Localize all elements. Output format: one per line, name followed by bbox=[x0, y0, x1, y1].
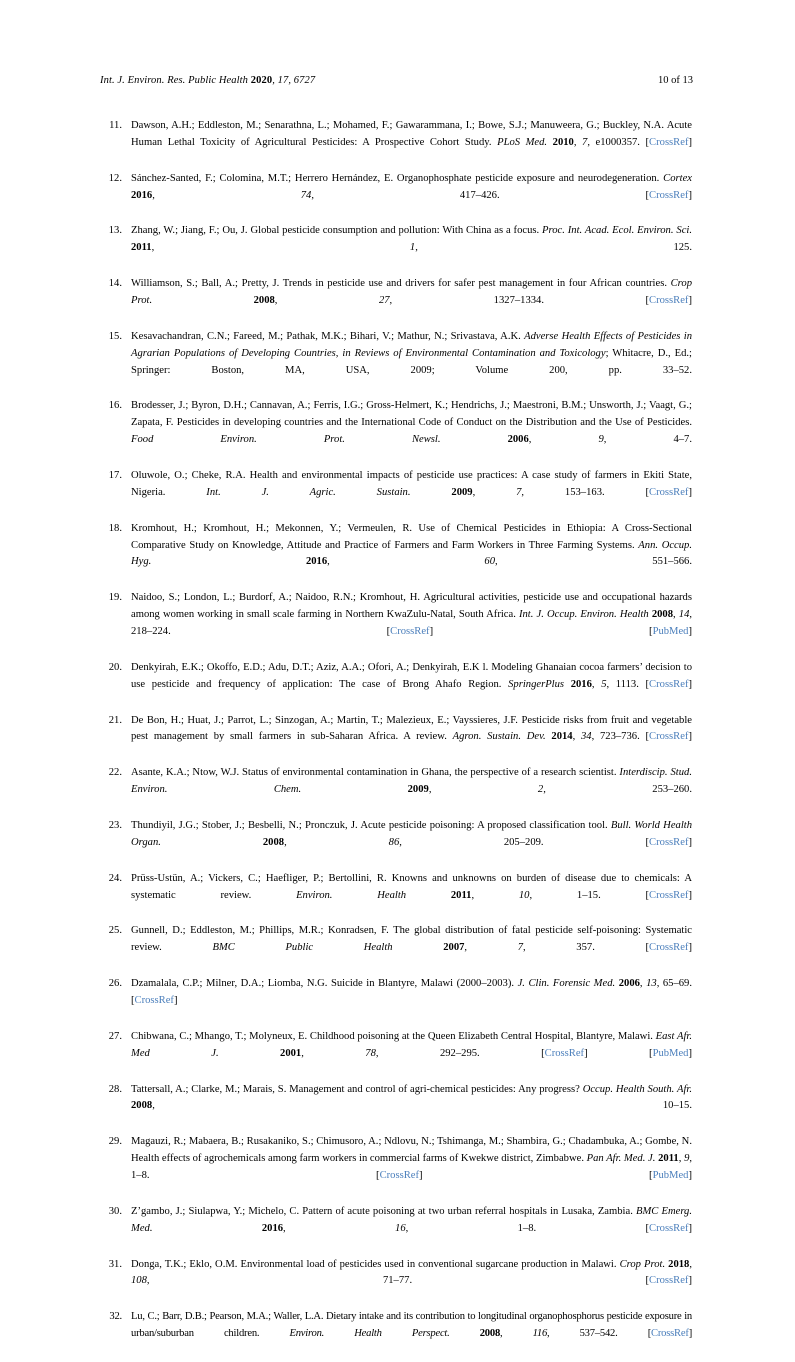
reference-pages: , 125. bbox=[415, 242, 692, 254]
reference-volume: 10 bbox=[518, 889, 530, 901]
bracket-open: [ bbox=[386, 625, 391, 637]
reference-number: 30. bbox=[108, 1205, 122, 1217]
reference-volume: 5 bbox=[601, 678, 607, 690]
crossref-link-label[interactable]: CrossRef bbox=[649, 836, 689, 848]
bracket-open: [ bbox=[649, 625, 653, 637]
reference-number: 28. bbox=[108, 1083, 122, 1095]
reference-volume: 86 bbox=[388, 836, 400, 848]
reference-title: Global pesticide consumption and pollution: With China as a focus. bbox=[250, 225, 543, 237]
reference-text: Thundiyil, J.G.; Stober, J.; Besbelli, N.; Pronczuk, J. Acute pesticide poisoning: A proposed classification tool. Bull. World Health Organ. 2008, 86, 205–209. [CrossRef] bbox=[131, 820, 693, 848]
bracket-close: ] bbox=[173, 995, 178, 1006]
reference-source: Environ. Health Perspect. bbox=[289, 1328, 450, 1340]
reference-text: Gunnell, D.; Eddleston, M.; Phillips, M.R.; Konradsen, F. The global distribution of fatal pesticide self-poisoning: Systematic review. BMC Public Health 2007, 7, 357. [CrossRef] bbox=[131, 925, 692, 954]
reference-entry bbox=[100, 713, 692, 764]
reference-text: Kromhout, H.; Kromhout, H.; Mekonnen, Y.; Vermeulen, R. Use of Chemical Pesticides in Ethiopia: A Cross-Sectional Comparative Study on Knowledge, Attitude and Practice of Farmers and Farm Workers in Three Farming Systems. Ann. Occup. Hyg. 2016, 60, 551–566. bbox=[131, 522, 692, 568]
reference-number: 32. bbox=[109, 1311, 122, 1323]
reference-entry bbox=[100, 276, 692, 327]
reference-source: Int. J. Agric. Sustain. bbox=[206, 486, 411, 498]
reference-source: Environ. Health bbox=[296, 889, 407, 901]
reference-text: Brodesser, J.; Byron, D.H.; Cannavan, A.; Ferris, I.G.; Gross-Helmert, K.; Hendrichs, J.; Maestroni, B.M.; Unsworth, J.; Vaagt, G.; Zapata, F. Pesticides in developing countries and the International Code of Conduct on the Distribution and the Use of Pesticides. Food Environ. Prot. Newsl. 2006, 9, 4–7. bbox=[131, 400, 692, 446]
reference-volume: 60 bbox=[484, 556, 495, 568]
reference-source: BMC Public Health bbox=[212, 942, 393, 954]
bracket-close: ] bbox=[688, 136, 693, 148]
reference-volume: 74 bbox=[300, 189, 312, 201]
reference-title: Suicide in Blantyre, Malawi (2000–2003). bbox=[330, 978, 518, 990]
reference-year: 2008 bbox=[479, 1328, 501, 1340]
reference-authors: Donga, T.K.; Eklo, O.M. bbox=[131, 1258, 241, 1270]
reference-title: Pesticides in developing countries and the International Code of Conduct on the Distribution and the Use of Pesticides. bbox=[176, 417, 692, 429]
reference-pages: , 1–8. bbox=[131, 1153, 693, 1181]
reference-entry bbox=[100, 923, 692, 974]
reference-authors: Oluwole, O.; Cheke, R.A. bbox=[131, 470, 250, 481]
crossref-link-label[interactable]: CrossRef bbox=[649, 731, 689, 743]
reference-year: 2006 bbox=[507, 434, 529, 446]
reference-entry bbox=[100, 1134, 692, 1201]
reference-text: Williamson, S.; Ball, A.; Pretty, J. Trends in pesticide use and drivers for safer pest management in four African countries. Crop Prot. 2008, 27, 1327–1334. [CrossRef] bbox=[131, 278, 692, 306]
reference-source: BMC Emerg. Med. bbox=[131, 1205, 693, 1234]
reference-entry bbox=[100, 118, 692, 169]
reference-authors: Thundiyil, J.G.; Stober, J.; Besbelli, N.; Pronczuk, J. bbox=[131, 820, 361, 831]
reference-pages: , 1–15. bbox=[529, 889, 646, 901]
pubmed-link-label[interactable]: PubMed bbox=[652, 625, 689, 637]
crossref-link-label[interactable]: CrossRef bbox=[649, 942, 689, 954]
bracket-close: ] bbox=[688, 295, 692, 306]
reference-year: 2011 bbox=[131, 242, 152, 254]
crossref-link-label[interactable]: CrossRef bbox=[649, 1275, 689, 1287]
reference-volume: 27 bbox=[378, 295, 390, 306]
reference-authors: Brodesser, J.; Byron, D.H.; Cannavan, A.; Ferris, I.G.; Gross-Helmert, K.; Hendrichs, J.; Maestroni, B.M.; Unsworth, J.; Vaagt, G.; Zapata, F. bbox=[131, 400, 692, 429]
bracket-close: ] bbox=[419, 1170, 423, 1181]
bracket-close: ] bbox=[584, 1047, 588, 1059]
reference-number: 23. bbox=[108, 820, 122, 831]
reference-title: Dietary intake and its contribution to longitudinal organophosphorus pesticide exposure in urban/suburban children. bbox=[131, 1311, 693, 1340]
pubmed-link-label[interactable]: PubMed bbox=[652, 1047, 689, 1059]
reference-number: 21. bbox=[108, 714, 122, 726]
reference-pages: , 292–295. bbox=[375, 1047, 542, 1059]
reference-source: Pan Afr. Med. J. bbox=[586, 1153, 656, 1165]
reference-title: Pattern of acute poisoning at two urban referral hospitals in Lusaka, Zambia. bbox=[302, 1205, 636, 1217]
reference-authors: De Bon, H.; Huat, J.; Parrot, L.; Sinzogan, A.; Martin, T.; Malezieux, E.; Vayssieres, J.F. bbox=[131, 714, 522, 726]
reference-source: Ann. Occup. Hyg. bbox=[131, 539, 692, 568]
crossref-link-label[interactable]: CrossRef bbox=[544, 1047, 585, 1059]
reference-number: 22. bbox=[108, 767, 122, 779]
reference-number: 25. bbox=[108, 925, 122, 937]
reference-title: Use of Chemical Pesticides in Ethiopia: A Cross-Sectional Comparative Study on Knowledge, Attitude and Practice of Farmers and Farm Workers in Three Farming Systems. bbox=[131, 522, 692, 551]
reference-text: Chibwana, C.; Mhango, T.; Molyneux, E. Childhood poisoning at the Queen Elizabeth Central Hospital, Blantyre, Malawi. East Afr. Med J. 2001, 78, 292–295. [CrossRef] [PubMed] bbox=[131, 1030, 692, 1059]
reference-year: 2008 bbox=[262, 836, 285, 848]
reference-year: 2009 bbox=[407, 784, 429, 796]
reference-source: J. Clin. Forensic Med. bbox=[517, 978, 616, 990]
reference-authors: Naidoo, S.; London, L.; Burdorf, A.; Naidoo, R.N.; Kromhout, H. bbox=[131, 592, 424, 604]
bracket-close: ] bbox=[688, 1047, 692, 1059]
reference-link-crossref[interactable] bbox=[131, 995, 178, 1006]
bracket-open: [ bbox=[645, 1222, 650, 1234]
page-number-indicator: 10 of 13 bbox=[658, 75, 693, 86]
reference-volume: 7 bbox=[517, 942, 524, 954]
reference-title: Agricultural activities, pesticide use and occupational hazards among women working in small scale farming in Northern KwaZulu-Natal, South Africa. bbox=[131, 592, 692, 621]
reference-link-pubmed[interactable] bbox=[649, 1170, 692, 1181]
reference-entry bbox=[100, 171, 692, 222]
reference-authors: Williamson, S.; Ball, A.; Pretty, J. bbox=[131, 278, 283, 290]
reference-authors: Tattersall, A.; Clarke, M.; Marais, S. bbox=[131, 1083, 290, 1095]
reference-title: Health effects of agrochemicals among farm workers in commercial farms of Kwekwe district, Zimbabwe. bbox=[131, 1153, 587, 1165]
reference-entry bbox=[100, 1309, 692, 1360]
reference-authors: Zhang, W.; Jiang, F.; Ou, J. bbox=[131, 225, 251, 237]
reference-entry bbox=[100, 1204, 692, 1255]
bracket-close: ] bbox=[688, 625, 692, 637]
reference-entry bbox=[100, 871, 692, 922]
reference-year: 2007 bbox=[443, 942, 465, 954]
reference-text: Asante, K.A.; Ntow, W.J. Status of environmental contamination in Ghana, the perspective of a research scientist. Interdiscip. Stud. Environ. Chem. 2009, 2, 253–260. bbox=[131, 767, 692, 796]
reference-year: 2001 bbox=[280, 1047, 302, 1059]
reference-link-crossref[interactable] bbox=[541, 1048, 588, 1059]
crossref-link-label[interactable]: CrossRef bbox=[649, 486, 689, 498]
reference-year: 2018 bbox=[668, 1258, 690, 1270]
reference-text bbox=[131, 329, 692, 396]
crossref-link-label[interactable]: CrossRef bbox=[649, 678, 689, 690]
crossref-link-label[interactable]: CrossRef bbox=[651, 1328, 689, 1340]
reference-link-crossref[interactable] bbox=[646, 295, 693, 306]
reference-authors: Sánchez-Santed, F.; Colomina, M.T.; Herrero Hernández, E. bbox=[131, 172, 397, 184]
reference-authors: Dawson, A.H.; Eddleston, M.; Senarathna, L.; Mohamed, F.; Gawarammana, I.; Bowe, S.J.; Manuweera, G.; Buckley, N.A. bbox=[131, 120, 667, 131]
reference-year: 2016 bbox=[131, 189, 153, 201]
journal-year: 2020 bbox=[250, 75, 273, 86]
reference-number: 13. bbox=[108, 225, 122, 237]
crossref-link-label[interactable]: CrossRef bbox=[649, 1222, 689, 1234]
reference-pages: , 723–736. bbox=[591, 731, 646, 743]
bracket-open: [ bbox=[645, 678, 650, 690]
bracket-open: [ bbox=[541, 1047, 545, 1059]
reference-entry bbox=[100, 590, 692, 657]
reference-text: Prüss-Ustün, A.; Vickers, C.; Haefliger, P.; Bertollini, R. Knowns and unknowns on burden of disease due to chemicals: A systematic review. Environ. Health 2011, 10, 1–15. [CrossRef] bbox=[131, 872, 692, 901]
reference-source: SpringerPlus bbox=[508, 678, 565, 690]
reference-volume: 108 bbox=[131, 1275, 147, 1287]
reference-authors: Gunnell, D.; Eddleston, M.; Phillips, M.R.; Konradsen, F. bbox=[131, 925, 394, 937]
crossref-link-label[interactable]: CrossRef bbox=[649, 889, 689, 901]
bracket-close: ] bbox=[688, 189, 692, 201]
reference-number: 19. bbox=[108, 592, 122, 604]
reference-pages: , 1–8. bbox=[405, 1222, 646, 1234]
reference-text: Denkyirah, E.K.; Okoffo, E.D.; Adu, D.T.; Aziz, A.A.; Ofori, A.; Denkyirah, E.K l. Modeling Ghanaian cocoa farmers’ decision to use pesticide and frequency of application: The case of Brong Ahafo Region. SpringerPlus 2016, 5, 1113. [CrossRef] bbox=[131, 661, 693, 690]
reference-entry bbox=[100, 468, 692, 519]
reference-text: Z’gambo, J.; Siulapwa, Y.; Michelo, C. Pattern of acute poisoning at two urban referral hospitals in Lusaka, Zambia. BMC Emerg. Med. 2016, 16, 1–8. [CrossRef] bbox=[131, 1205, 693, 1234]
reference-link-crossref[interactable] bbox=[646, 137, 693, 148]
reference-link-crossref[interactable] bbox=[645, 731, 692, 742]
bracket-close: ] bbox=[688, 731, 692, 743]
reference-pages: , 71–77. bbox=[146, 1275, 646, 1287]
reference-authors: Kromhout, H.; Kromhout, H.; Mekonnen, Y.; Vermeulen, R. bbox=[131, 522, 419, 534]
bracket-open: [ bbox=[645, 486, 650, 498]
reference-year: 2016 bbox=[570, 678, 592, 690]
bracket-open: [ bbox=[645, 731, 650, 743]
reference-link-crossref[interactable] bbox=[648, 1328, 692, 1339]
bracket-close: ] bbox=[688, 836, 693, 848]
page-running-head bbox=[100, 74, 693, 90]
reference-year: 2016 bbox=[305, 556, 328, 568]
reference-source: Occup. Health South. Afr. bbox=[582, 1083, 692, 1095]
reference-year: 2010 bbox=[552, 136, 574, 148]
reference-link-crossref[interactable] bbox=[387, 626, 434, 637]
reference-text: Lu, C.; Barr, D.B.; Pearson, M.A.; Waller, L.A. Dietary intake and its contribution to longitudinal organophosphorus pesticide exposure in urban/suburban children. Environ. Health Perspect. 2008, 116, 537–542. [CrossRef] bbox=[131, 1311, 693, 1340]
bracket-close: ] bbox=[688, 678, 693, 690]
reference-entry bbox=[100, 976, 692, 1027]
reference-link-crossref[interactable] bbox=[646, 487, 693, 498]
reference-source: Int. J. Occup. Environ. Health bbox=[518, 609, 649, 621]
reference-pages: , 65–69. bbox=[656, 978, 693, 990]
reference-authors: Asante, K.A.; Ntow, W.J. bbox=[131, 767, 243, 779]
reference-pages: , e1000357. bbox=[587, 136, 646, 148]
reference-year: 2016 bbox=[261, 1222, 284, 1234]
reference-source: Food Environ. Prot. Newsl. bbox=[131, 434, 441, 446]
bracket-open: [ bbox=[647, 1328, 652, 1340]
reference-number: 26. bbox=[108, 978, 122, 990]
reference-entry bbox=[100, 521, 692, 588]
reference-entry bbox=[100, 398, 692, 465]
reference-source: Crop Prot. bbox=[131, 278, 692, 306]
crossref-link-label[interactable]: CrossRef bbox=[649, 136, 689, 148]
reference-link-crossref[interactable] bbox=[646, 679, 693, 690]
reference-number: 17. bbox=[108, 470, 122, 481]
reference-link-crossref[interactable] bbox=[646, 837, 693, 848]
reference-entry bbox=[100, 223, 692, 274]
reference-title: Childhood poisoning at the Queen Elizabeth Central Hospital, Blantyre, Malawi. bbox=[309, 1030, 656, 1042]
reference-link-crossref[interactable] bbox=[646, 190, 693, 201]
bracket-open: [ bbox=[645, 295, 650, 306]
crossref-link-label[interactable]: CrossRef bbox=[649, 189, 689, 201]
reference-number: 12. bbox=[108, 172, 122, 184]
reference-number: 18. bbox=[108, 522, 122, 534]
bracket-open: [ bbox=[649, 1170, 653, 1181]
reference-pages: , 10–15. bbox=[152, 1100, 692, 1112]
reference-authors: Dzamalala, C.P.; Milner, D.A.; Liomba, N.G. bbox=[131, 978, 331, 990]
reference-link-crossref[interactable] bbox=[376, 1170, 423, 1181]
reference-volume: 14 bbox=[678, 609, 690, 621]
reference-volume: 7 bbox=[582, 136, 588, 148]
reference-pages: , 153–163. bbox=[521, 486, 646, 498]
reference-year: 2009 bbox=[451, 486, 473, 498]
reference-pages: , 1113. bbox=[606, 678, 646, 690]
bracket-open: [ bbox=[645, 889, 650, 901]
bracket-close: ] bbox=[429, 625, 434, 637]
bracket-open: [ bbox=[645, 942, 650, 954]
reference-authors: Z’gambo, J.; Siulapwa, Y.; Michelo, C. bbox=[131, 1205, 303, 1217]
crossref-link-label[interactable]: CrossRef bbox=[134, 995, 174, 1006]
reference-entry bbox=[100, 660, 692, 711]
reference-link-crossref[interactable] bbox=[646, 890, 693, 901]
reference-source: Cortex bbox=[663, 172, 692, 184]
reference-volume: 116 bbox=[532, 1328, 548, 1340]
reference-authors: Denkyirah, E.K.; Okoffo, E.D.; Adu, D.T.; Aziz, A.A.; Ofori, A.; Denkyirah, E.K l. bbox=[131, 661, 492, 673]
reference-title: Trends in pesticide use and drivers for safer pest management in four African countries. bbox=[282, 278, 671, 290]
reference-title: Knowns and unknowns on burden of disease due to chemicals: A systematic review. bbox=[131, 872, 692, 901]
reference-text: Dawson, A.H.; Eddleston, M.; Senarathna, L.; Mohamed, F.; Gawarammana, I.; Bowe, S.J.; Manuweera, G.; Buckley, N.A. Acute Human Lethal Toxicity of Agricultural Pesticides: A Prospective Cohort Study. PLoS Med. 2010, 7, e1000357. [CrossRef] bbox=[131, 120, 693, 148]
reference-source: Bull. World Health Organ. bbox=[131, 820, 693, 848]
reference-entry bbox=[100, 1257, 692, 1308]
reference-pages: , 1327–1334. bbox=[389, 295, 646, 306]
bracket-open: [ bbox=[645, 136, 650, 148]
reference-number: 11. bbox=[109, 120, 122, 131]
reference-volume: 16 bbox=[395, 1222, 406, 1234]
bracket-open: [ bbox=[645, 189, 650, 201]
reference-authors: Kesavachandran, C.N.; Fareed, M.; Pathak, M.K.; Bihari, V.; Mathur, N.; Srivastava, A.K. bbox=[131, 330, 525, 342]
reference-year: 2008 bbox=[651, 609, 673, 621]
reference-year: 2011 bbox=[658, 1153, 679, 1165]
bracket-close: ] bbox=[688, 486, 692, 498]
reference-pages: , 205–209. bbox=[399, 836, 646, 848]
bracket-close: ] bbox=[688, 942, 692, 954]
reference-title: Management and control of agri-chemical pesticides: Any progress? bbox=[289, 1083, 583, 1095]
reference-pages: , 357. bbox=[523, 942, 646, 954]
bracket-open: [ bbox=[645, 836, 650, 848]
reference-entry bbox=[100, 765, 692, 816]
reference-source: East Afr. Med J. bbox=[131, 1030, 692, 1059]
reference-text: Dzamalala, C.P.; Milner, D.A.; Liomba, N.G. Suicide in Blantyre, Malawi (2000–2003). J. Clin. Forensic Med. 2006, 13, 65–69. [CrossRef] bbox=[131, 978, 693, 1006]
reference-authors: Lu, C.; Barr, D.B.; Pearson, M.A.; Waller, L.A. bbox=[131, 1311, 326, 1323]
reference-source: PLoS Med. bbox=[497, 136, 548, 148]
reference-text bbox=[131, 1082, 692, 1133]
reference-entry bbox=[100, 329, 692, 396]
reference-title: Health and environmental impacts of pesticide use practices: A case study of farmers in Ekiti State, Nigeria. bbox=[131, 470, 692, 498]
reference-title: Modeling Ghanaian cocoa farmers’ decision to use pesticide and frequency of application: The case of Brong Ahafo Region. bbox=[131, 661, 692, 690]
reference-text: Zhang, W.; Jiang, F.; Ou, J. Global pesticide consumption and pollution: With China as a focus. Proc. Int. Acad. Ecol. Environ. Sci. 2011, 1, 125. bbox=[131, 225, 692, 254]
reference-text: Sánchez-Santed, F.; Colomina, M.T.; Herrero Hernández, E. Organophosphate pesticide exposure and neurodegeneration. Cortex 2016, 74, 417–426. [CrossRef] bbox=[131, 172, 692, 201]
reference-link-pubmed[interactable] bbox=[649, 626, 692, 637]
reference-list bbox=[100, 118, 692, 1362]
reference-volume: 2 bbox=[537, 784, 544, 796]
reference-entry bbox=[100, 1029, 692, 1080]
pubmed-link-label[interactable]: PubMed bbox=[652, 1170, 689, 1181]
reference-text: Donga, T.K.; Eklo, O.M. Environmental load of pesticides used in conventional sugarcane production in Malawi. Crop Prot. 2018, 108, 71–77. [CrossRef] bbox=[131, 1258, 692, 1287]
journal-volume-issue: , 17, 6727 bbox=[272, 75, 316, 86]
reference-year: 2011 bbox=[450, 889, 472, 901]
bracket-close: ] bbox=[688, 889, 692, 901]
reference-year: 2006 bbox=[618, 978, 640, 990]
bracket-open: [ bbox=[649, 1047, 653, 1059]
reference-number: 20. bbox=[108, 661, 122, 673]
reference-year: 2014 bbox=[551, 731, 573, 743]
reference-number: 27. bbox=[108, 1030, 122, 1042]
bracket-close: ] bbox=[688, 1275, 692, 1287]
reference-number: 24. bbox=[108, 872, 122, 884]
reference-text: Oluwole, O.; Cheke, R.A. Health and environmental impacts of pesticide use practices: A case study of farmers in Ekiti State, Nigeria. Int. J. Agric. Sustain. 2009, 7, 153–163. [CrossRef] bbox=[131, 470, 692, 498]
reference-volume: 13 bbox=[646, 978, 657, 990]
bracket-close: ] bbox=[688, 1328, 692, 1340]
reference-link-pubmed[interactable] bbox=[649, 1048, 692, 1059]
reference-source: Proc. Int. Acad. Ecol. Environ. Sci. bbox=[542, 225, 692, 237]
reference-text: De Bon, H.; Huat, J.; Parrot, L.; Sinzogan, A.; Martin, T.; Malezieux, E.; Vayssieres, J.F. Pesticide risks from fruit and vegetable pest management by small farmers in sub-Saharan Africa. A review. Agron. Sustain. Dev. 2014, 34, 723–736. [CrossRef] bbox=[131, 714, 692, 743]
reference-authors: Magauzi, R.; Mabaera, B.; Rusakaniko, S.; Chimusoro, A.; Ndlovu, N.; Tshimanga, M.; Shambira, G.; Chadambuka, A.; Gombe, N. bbox=[131, 1136, 692, 1148]
reference-link-crossref[interactable] bbox=[646, 1223, 693, 1234]
reference-pages: , 4–7. bbox=[603, 434, 692, 446]
reference-volume: 1 bbox=[409, 242, 416, 254]
crossref-link-label[interactable]: CrossRef bbox=[379, 1170, 419, 1181]
reference-title: Status of environmental contamination in Ghana, the perspective of a research scientist. bbox=[242, 767, 620, 779]
reference-title: Acute Human Lethal Toxicity of Agricultural Pesticides: A Prospective Cohort Study. bbox=[131, 120, 692, 148]
reference-pages: , 218–224. bbox=[131, 609, 693, 637]
reference-number: 31. bbox=[108, 1258, 122, 1270]
reference-source: Agron. Sustain. Dev. bbox=[452, 731, 546, 743]
reference-pages: , 253–260. bbox=[543, 784, 692, 796]
reference-volume: 9 bbox=[684, 1153, 690, 1165]
reference-source: Crop Prot. bbox=[619, 1258, 666, 1270]
bracket-open: [ bbox=[131, 995, 135, 1006]
reference-title: The global distribution of fatal pesticide self-poisoning: Systematic review. bbox=[131, 925, 692, 954]
reference-title: Pesticide risks from fruit and vegetable pest management by small farmers in sub-Saharan Africa. A review. bbox=[131, 714, 692, 743]
reference-number: 29. bbox=[108, 1136, 122, 1148]
reference-year: 2008 bbox=[131, 1100, 153, 1112]
reference-number: 14. bbox=[108, 278, 122, 290]
journal-citation-line bbox=[100, 74, 315, 88]
reference-link-crossref[interactable] bbox=[646, 942, 693, 953]
bracket-close: ] bbox=[688, 1170, 692, 1181]
reference-text: Naidoo, S.; London, L.; Burdorf, A.; Naidoo, R.N.; Kromhout, H. Agricultural activities, pesticide use and occupational hazards among women working in small scale farming in Northern KwaZulu-Natal, South Africa. Int. J. Occup. Environ. Health 2008, 14, 218–224. [CrossRef] [PubMed] bbox=[131, 592, 693, 637]
crossref-link-label[interactable]: CrossRef bbox=[649, 295, 689, 306]
reference-volume: 7 bbox=[516, 486, 522, 498]
reference-title: Organophosphate pesticide exposure and neurodegeneration. bbox=[396, 172, 664, 184]
reference-authors: Prüss-Ustün, A.; Vickers, C.; Haefliger, P.; Bertollini, R. bbox=[131, 872, 392, 884]
bracket-close: ] bbox=[688, 1222, 693, 1234]
reference-publisher-note: ; Whitacre, D., Ed.; Springer: Boston, MA, USA, 2009; Volume 200, pp. 33–52. bbox=[131, 347, 692, 376]
reference-entry bbox=[100, 1082, 692, 1133]
reference-number: 16. bbox=[108, 400, 122, 412]
reference-volume: 9 bbox=[598, 434, 604, 446]
reference-pages: , 417–426. bbox=[311, 189, 646, 201]
journal-name: Int. J. Environ. Res. Public Health bbox=[100, 75, 249, 86]
reference-year: 2008 bbox=[253, 295, 275, 306]
reference-volume: 78 bbox=[365, 1047, 376, 1059]
reference-volume: 34 bbox=[581, 731, 592, 743]
reference-book-title: Adverse Health Effects of Pesticides in Agrarian Populations of Developing Countries, in Reviews of Environmental Contamination and Toxicology bbox=[131, 330, 692, 359]
bracket-open: [ bbox=[376, 1170, 380, 1181]
reference-title: Acute pesticide poisoning: A proposed classification tool. bbox=[360, 820, 611, 831]
reference-number: 15. bbox=[108, 330, 122, 342]
reference-entry bbox=[100, 818, 692, 869]
crossref-link-label[interactable]: CrossRef bbox=[390, 625, 430, 637]
reference-pages: , 551–566. bbox=[495, 556, 692, 568]
reference-source: Interdiscip. Stud. Environ. Chem. bbox=[131, 767, 692, 796]
reference-link-crossref[interactable] bbox=[646, 1275, 693, 1286]
reference-text: Magauzi, R.; Mabaera, B.; Rusakaniko, S.; Chimusoro, A.; Ndlovu, N.; Tshimanga, M.; Shambira, G.; Chadambuka, A.; Gombe, N. Health effects of agrochemicals among farm workers in commercial farms of Kwekwe district, Zimbabwe. Pan Afr. Med. J. 2011, 9, 1–8. [CrossRef] [PubMed] bbox=[131, 1136, 693, 1181]
reference-title: Environmental load of pesticides used in conventional sugarcane production in Malawi. bbox=[240, 1258, 620, 1270]
bracket-open: [ bbox=[645, 1275, 650, 1287]
reference-authors: Chibwana, C.; Mhango, T.; Molyneux, E. bbox=[131, 1030, 310, 1042]
reference-pages: , 537–542. bbox=[547, 1328, 648, 1340]
